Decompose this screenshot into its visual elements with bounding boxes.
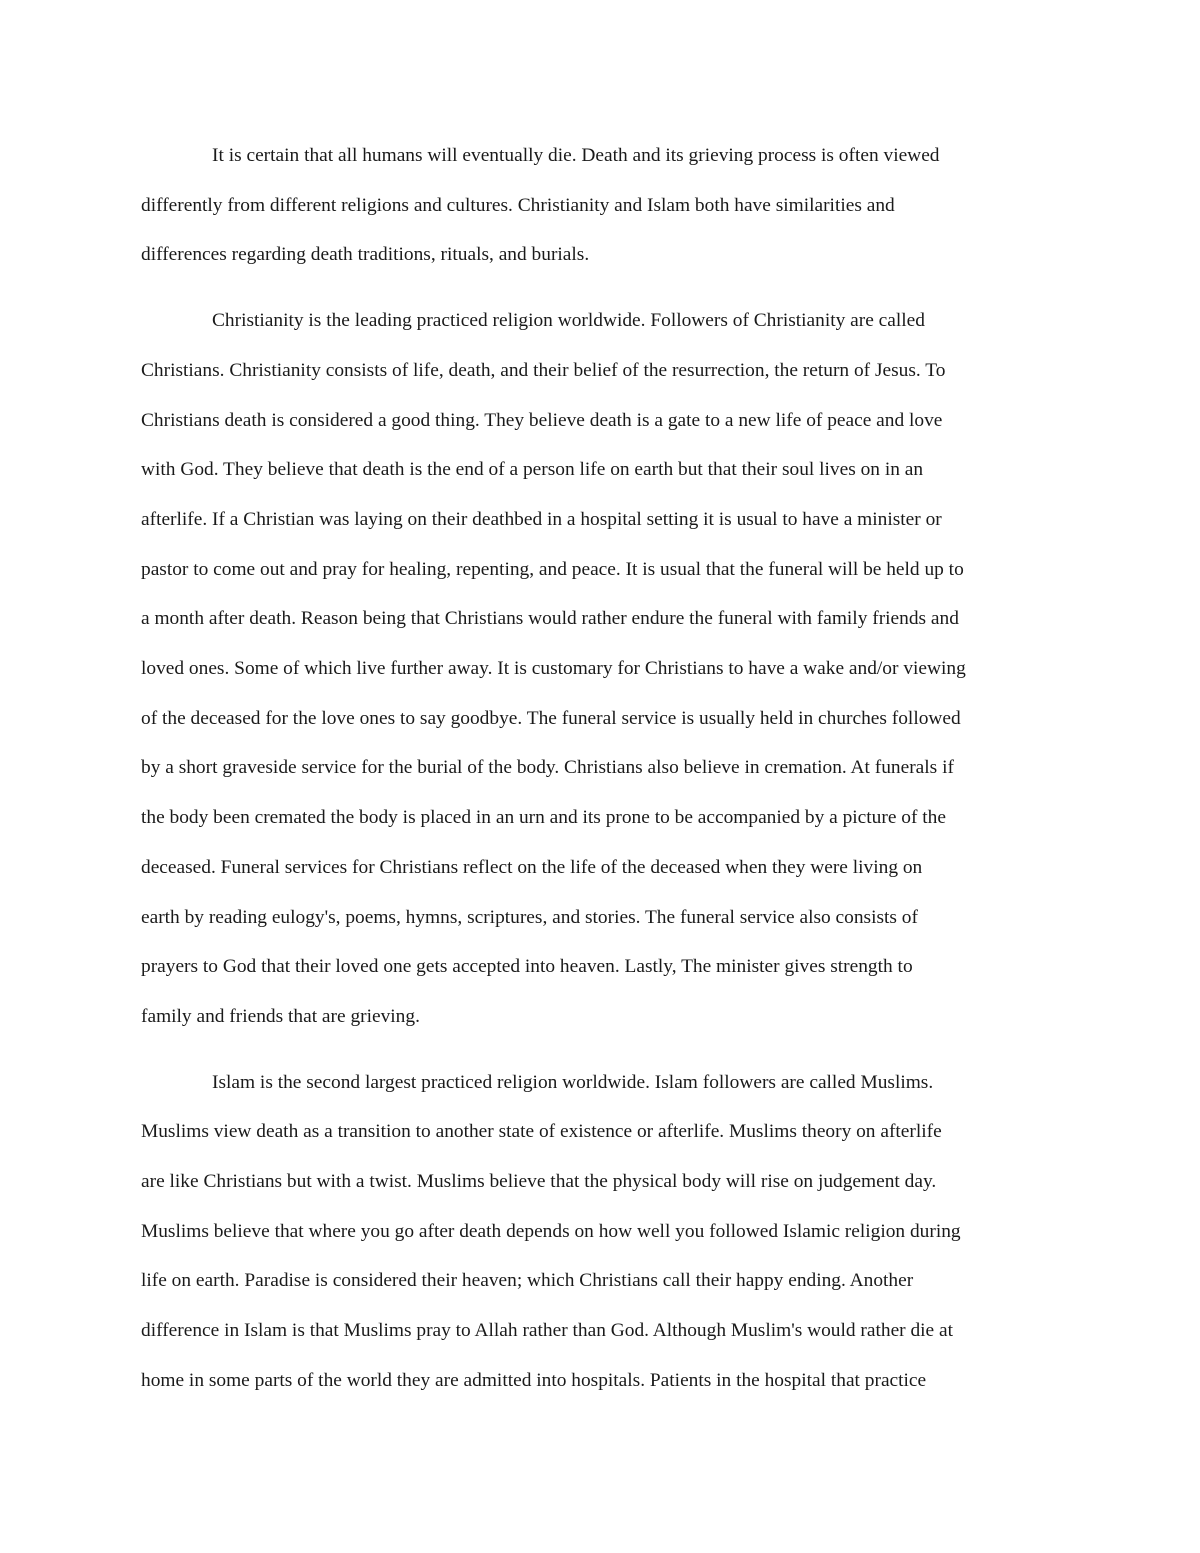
paragraph-line: of the deceased for the love ones to say goodbye. The funeral service is usually held in churches followed	[141, 707, 961, 729]
paragraph-line: with God. They believe that death is the end of a person life on earth but that their soul lives on in an	[141, 459, 924, 481]
paragraph-line: Christians death is considered a good thing. They believe death is a gate to a new life of peace and love	[141, 409, 943, 431]
paragraph-line: prayers to God that their loved one gets accepted into heaven. Lastly, The minister gives strength to	[141, 956, 913, 978]
paragraph-line: loved ones. Some of which live further away. It is customary for Christians to have a wake and/or viewing	[141, 658, 966, 680]
paragraph-line: by a short graveside service for the burial of the body. Christians also believe in cremation. At funerals if	[141, 757, 954, 779]
paragraph-intro	[141, 131, 1063, 280]
paragraph-line: are like Christians but with a twist. Muslims believe that the physical body will rise on judgement day.	[141, 1171, 937, 1193]
paragraph-line: differently from different religions and cultures. Christianity and Islam both have similarities and	[141, 194, 895, 216]
paragraph-line: home in some parts of the world they are admitted into hospitals. Patients in the hospital that practice	[141, 1369, 927, 1391]
paragraph-christianity	[141, 296, 1063, 1042]
paragraph-line: Christianity is the leading practiced religion worldwide. Followers of Christianity are called	[212, 310, 925, 332]
paragraph-line: differences regarding death traditions, rituals, and burials.	[141, 244, 590, 266]
paragraph-line: deceased. Funeral services for Christians reflect on the life of the deceased when they were living on	[141, 856, 923, 878]
paragraph-line: Christians. Christianity consists of life, death, and their belief of the resurrection, the return of Jesus. To	[141, 359, 946, 381]
paragraph-line: Islam is the second largest practiced religion worldwide. Islam followers are called Muslims.	[212, 1071, 934, 1093]
paragraph-line: a month after death. Reason being that Christians would rather endure the funeral with family friends and	[141, 608, 959, 630]
paragraph-islam	[141, 1058, 1063, 1406]
paragraph-line: earth by reading eulogy's, poems, hymns, scriptures, and stories. The funeral service also consists of	[141, 906, 918, 928]
paragraph-line: Muslims view death as a transition to another state of existence or afterlife. Muslims theory on afterlife	[141, 1121, 942, 1143]
paragraph-line: the body been cremated the body is placed in an urn and its prone to be accompanied by a picture of the	[141, 807, 946, 829]
paragraph-line: difference in Islam is that Muslims pray to Allah rather than God. Although Muslim's would rather die at	[141, 1320, 954, 1342]
paragraph-line: family and friends that are grieving.	[141, 1005, 420, 1027]
paragraph-line: Muslims believe that where you go after death depends on how well you followed Islamic religion during	[141, 1220, 961, 1242]
paragraph-line: It is certain that all humans will eventually die. Death and its grieving process is often viewed	[212, 145, 940, 166]
document-body	[141, 131, 1063, 1406]
paragraph-line: life on earth. Paradise is considered their heaven; which Christians call their happy ending. Another	[141, 1270, 914, 1292]
paragraph-line: pastor to come out and pray for healing, repenting, and peace. It is usual that the funeral will be held up to	[141, 558, 964, 580]
paragraph-line: afterlife. If a Christian was laying on their deathbed in a hospital setting it is usual to have a minister or	[141, 508, 942, 530]
